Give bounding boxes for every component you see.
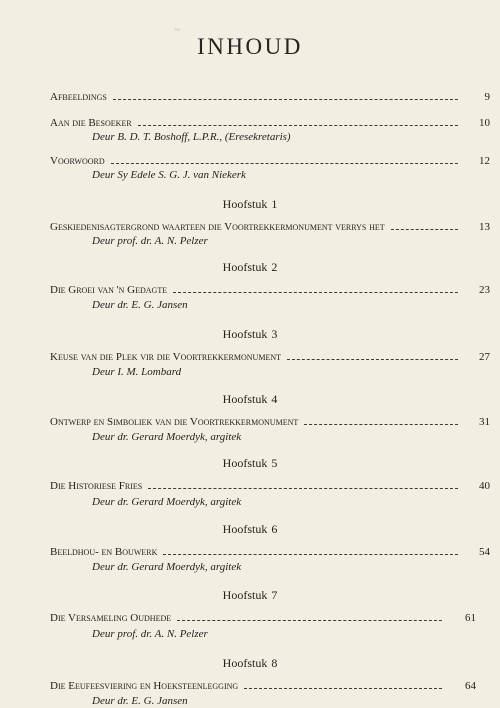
chapter-number: 1 xyxy=(271,197,278,211)
dot-leader xyxy=(304,422,458,425)
chapter-heading xyxy=(0,197,500,211)
dot-leader xyxy=(391,227,458,230)
page-number[interactable]: 27 xyxy=(479,351,490,363)
toc-entry-title[interactable]: Afbeeldings xyxy=(50,91,107,103)
dot-leader xyxy=(148,486,458,489)
chapter-word: Hoofstuk xyxy=(222,197,268,211)
toc-entry-title[interactable]: Geskiedenisagtergrond waarteen die Voortrekkermonument verrys het xyxy=(50,221,385,233)
chapter-number: 8 xyxy=(271,656,278,670)
toc-entry-title[interactable]: Beeldhou- en Bouwerk xyxy=(50,546,158,558)
page-number[interactable]: 9 xyxy=(484,91,490,103)
toc-entry-author: Deur B. D. T. Boshoff, L.P.R., (Eresekretaris) xyxy=(92,131,291,143)
chapter-word: Hoofstuk xyxy=(222,260,268,274)
dot-leader xyxy=(173,290,458,293)
page-title: INHOUD xyxy=(197,34,303,59)
chapter-word: Hoofstuk xyxy=(222,522,268,536)
page-number[interactable]: 64 xyxy=(465,680,476,692)
chapter-heading xyxy=(0,456,500,470)
toc-entry-author: Deur dr. Gerard Moerdyk, argitek xyxy=(92,431,242,443)
toc-entry-title[interactable]: Die Groei van 'n Gedagte xyxy=(50,284,168,296)
dot-leader xyxy=(111,161,458,164)
toc-entry-title[interactable]: Die Versameling Oudhede xyxy=(50,612,172,624)
toc-entry-author: Deur I. M. Lombard xyxy=(92,366,182,378)
chapter-number: 3 xyxy=(271,327,278,341)
page-number[interactable]: 10 xyxy=(479,117,490,129)
dot-leader xyxy=(244,686,442,689)
page-number[interactable]: 40 xyxy=(479,480,490,492)
toc-entry-title[interactable]: Die Historiese Fries xyxy=(50,480,143,492)
toc-entry-author: Deur Sy Edele S. G. J. van Niekerk xyxy=(92,169,246,181)
page-number[interactable]: 54 xyxy=(479,546,490,558)
toc-entry-title[interactable]: Aan die Besoeker xyxy=(50,117,132,129)
page-number[interactable]: 61 xyxy=(465,612,476,624)
chapter-word: Hoofstuk xyxy=(222,392,268,406)
chapter-heading xyxy=(0,588,500,602)
dot-leader xyxy=(177,618,442,621)
pencil-mark: ~ xyxy=(174,24,180,36)
toc-entry-title[interactable]: Die Eeufeesviering en Hoeksteenlegging xyxy=(50,680,239,692)
chapter-heading xyxy=(0,260,500,274)
dot-leader xyxy=(287,357,458,360)
chapter-word: Hoofstuk xyxy=(222,327,268,341)
chapter-heading xyxy=(0,327,500,341)
dot-leader xyxy=(113,97,458,100)
toc-entry-author: Deur dr. E. G. Jansen xyxy=(92,695,188,707)
chapter-number: 7 xyxy=(271,588,278,602)
toc-entry-title[interactable]: Ontwerp en Simboliek van die Voortrekkermonument xyxy=(50,416,299,428)
toc-entry-author: Deur dr. E. G. Jansen xyxy=(92,299,188,311)
chapter-word: Hoofstuk xyxy=(222,588,268,602)
toc-entry-author: Deur prof. dr. A. N. Pelzer xyxy=(92,235,208,247)
toc-entry-title[interactable]: Keuse van die Plek vir die Voortrekkermonument xyxy=(50,351,281,363)
chapter-word: Hoofstuk xyxy=(222,656,268,670)
chapter-number: 4 xyxy=(271,392,278,406)
dot-leader xyxy=(163,552,458,555)
chapter-heading xyxy=(0,522,500,536)
chapter-number: 2 xyxy=(271,260,278,274)
toc-entry-author: Deur dr. Gerard Moerdyk, argitek xyxy=(92,561,242,573)
dot-leader xyxy=(138,123,458,126)
page-number[interactable]: 12 xyxy=(479,155,490,167)
toc-entry-author: Deur dr. Gerard Moerdyk, argitek xyxy=(92,496,242,508)
page-number[interactable]: 23 xyxy=(479,284,490,296)
chapter-word: Hoofstuk xyxy=(222,456,268,470)
chapter-heading xyxy=(0,656,500,670)
toc-entry-title[interactable]: Voorwoord xyxy=(50,155,105,167)
toc-entry-author: Deur prof. dr. A. N. Pelzer xyxy=(92,628,208,640)
page-number[interactable]: 31 xyxy=(479,416,490,428)
chapter-number: 5 xyxy=(271,456,278,470)
chapter-heading xyxy=(0,392,500,406)
chapter-number: 6 xyxy=(271,522,278,536)
page-number[interactable]: 13 xyxy=(479,221,490,233)
